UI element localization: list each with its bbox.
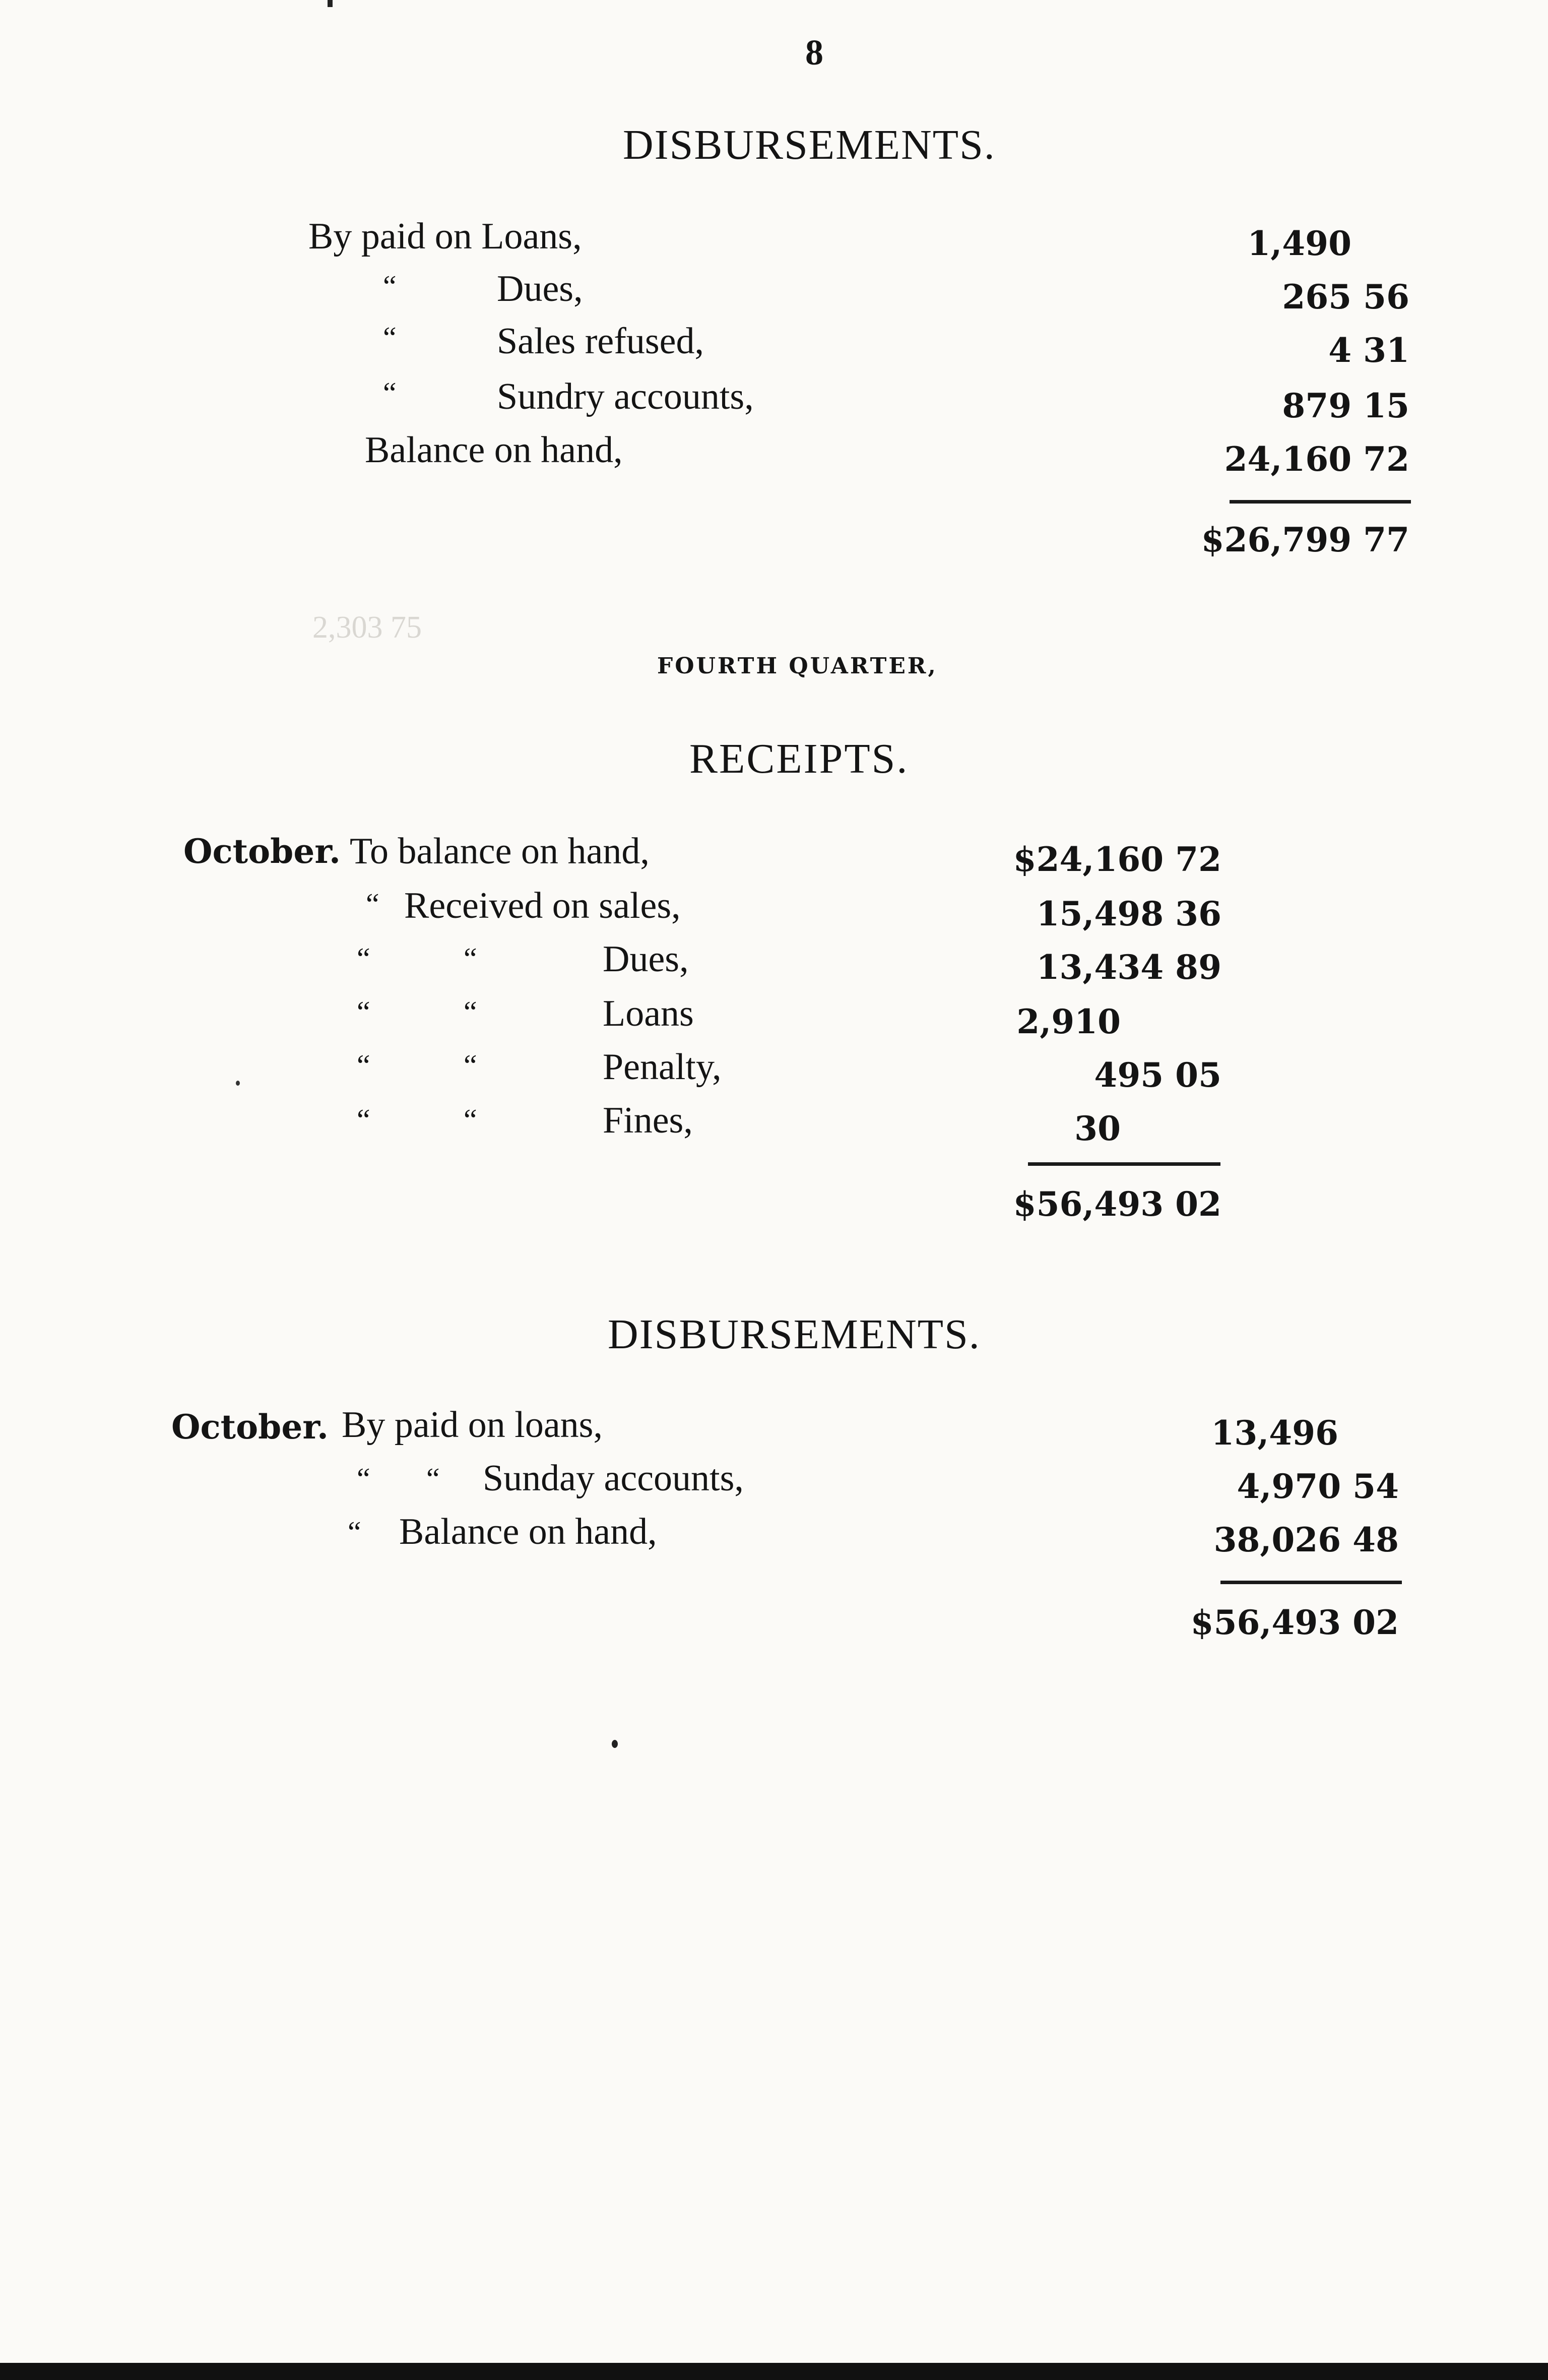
ditto-mark: “ [383,377,397,410]
ditto-mark: “ [357,1049,370,1082]
month-label: October. [171,1407,329,1447]
row-label: To balance on hand, [350,831,650,872]
ditto-mark: “ [464,1049,477,1082]
ditto-mark: “ [383,270,397,303]
row-amount: 1,490 [1247,224,1351,263]
ditto-mark: “ [426,1462,440,1495]
scan-speck [328,0,333,7]
row-amount: 30 [1074,1109,1121,1148]
total-rule [1220,1581,1402,1584]
row-label: By paid on loans, [342,1404,603,1446]
total-rule [1028,1162,1220,1166]
scan-speck [612,1740,618,1748]
ditto-mark: “ [357,1103,370,1137]
ditto-mark: “ [464,942,477,975]
row-label: Received on sales, [404,885,681,926]
row-label: Balance on hand, [399,1511,657,1552]
scan-bottom-edge [0,2363,1548,2380]
ditto-mark: “ [383,321,397,354]
month-label: October. [183,832,341,871]
row-label: Sunday accounts, [483,1458,744,1499]
row-amount: 495 05 [1094,1055,1221,1095]
row-amount: 2,910 [1016,1002,1121,1041]
ditto-mark: “ [357,1462,370,1495]
ditto-mark: “ [366,888,379,921]
scan-speck [236,1081,240,1086]
row-label: Loans [603,993,694,1034]
ditto-mark: “ [348,1516,361,1549]
row-amount: 4,970 54 [1237,1467,1399,1506]
row-label: Dues, [497,268,583,309]
ditto-mark: “ [357,942,370,975]
row-amount: 38,026 48 [1213,1520,1399,1559]
ditto-mark: “ [464,1103,477,1137]
total-amount: $56,493 02 [1190,1603,1399,1642]
row-amount: 265 56 [1282,277,1409,317]
quarter-heading: FOURTH QUARTER, [657,653,938,679]
row-label: By paid on Loans, [308,216,582,257]
page-number: 8 [805,32,823,73]
row-label: Penalty, [603,1046,722,1088]
row-amount: 24,160 72 [1224,440,1409,479]
row-amount: $24,160 72 [1013,840,1221,879]
row-amount: 4 31 [1328,331,1409,370]
total-amount: $56,493 02 [1013,1184,1221,1224]
section-heading-receipts: RECEIPTS. [689,735,909,782]
row-amount: 879 15 [1282,386,1409,425]
total-rule [1230,500,1411,504]
row-amount: 13,434 89 [1036,948,1221,987]
row-amount: 15,498 36 [1036,894,1221,933]
total-amount: $26,799 77 [1201,520,1409,559]
row-amount: 13,496 [1211,1413,1338,1453]
row-label: Dues, [603,938,689,980]
row-label: Sundry accounts, [497,376,754,417]
row-label: Balance on hand, [365,429,623,471]
section-heading-disbursements-2: DISBURSEMENTS. [608,1311,981,1358]
section-heading-disbursements: DISBURSEMENTS. [623,121,996,168]
ditto-mark: “ [464,995,477,1029]
row-label: Sales refused, [497,321,704,362]
row-label: Fines, [603,1100,693,1141]
ditto-mark: “ [357,995,370,1029]
